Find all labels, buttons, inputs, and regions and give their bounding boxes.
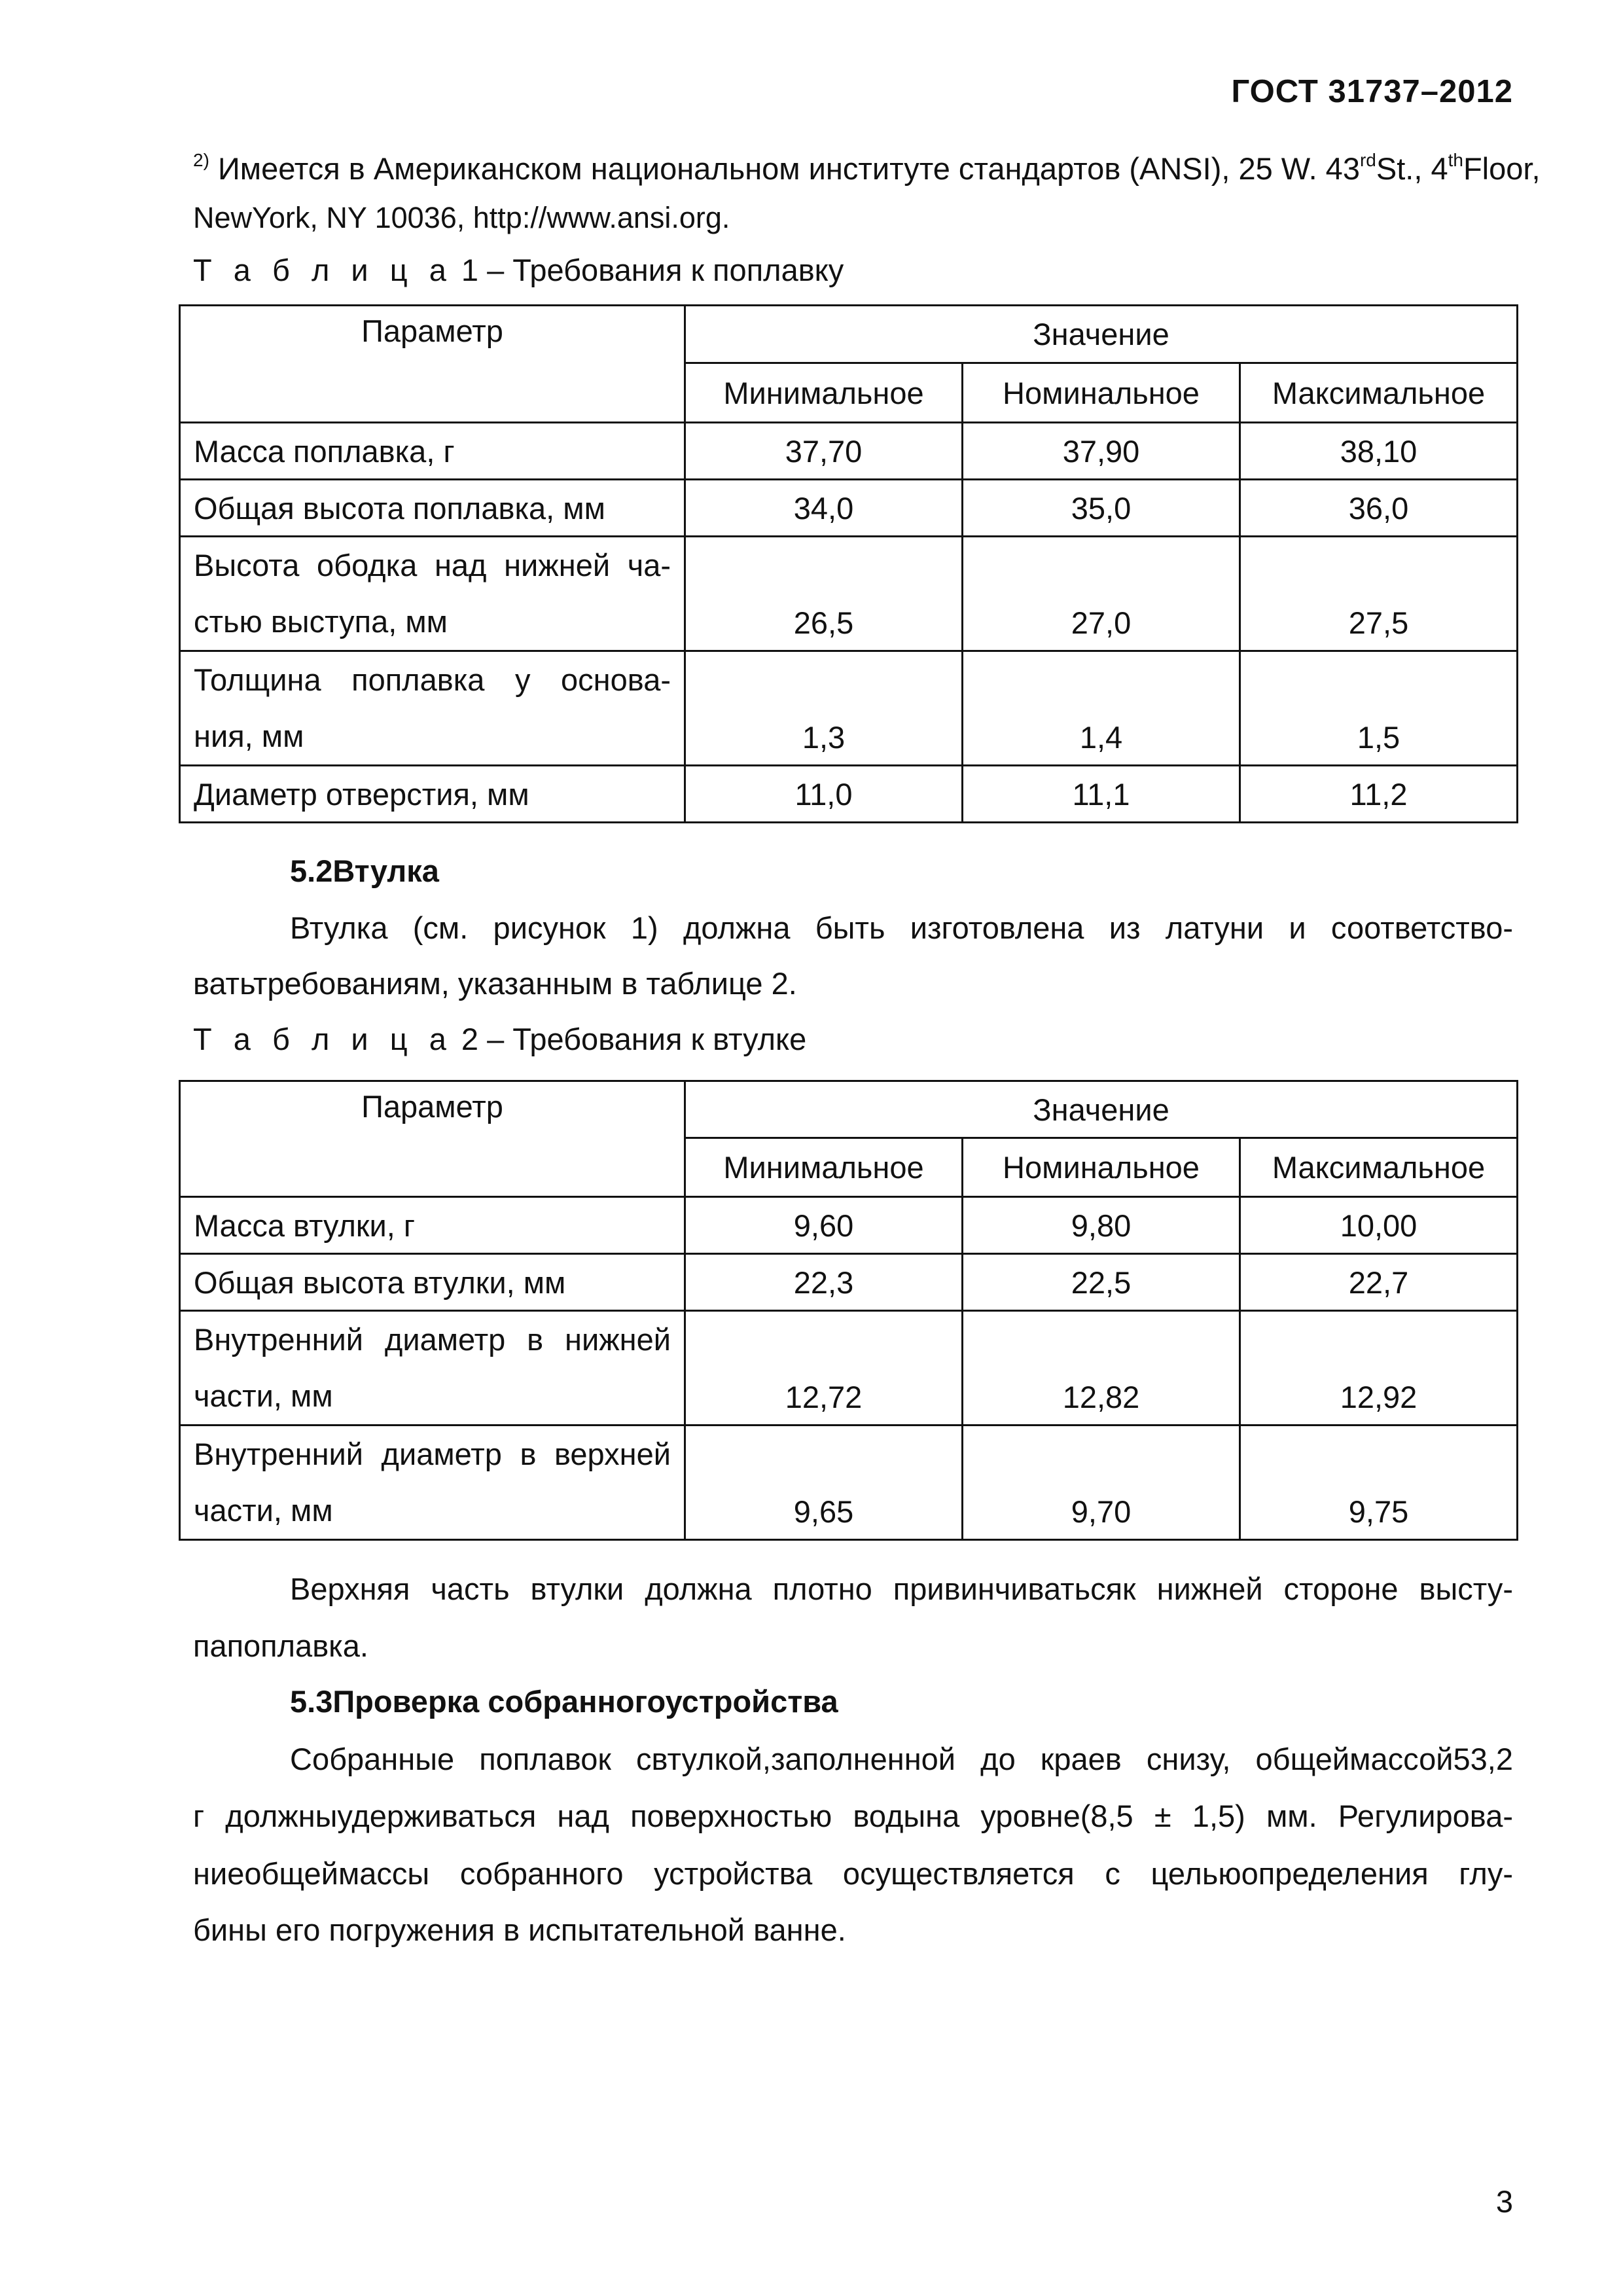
table1-caption-label: Т а б л и ц а bbox=[193, 253, 453, 287]
footnote-text-a: Имеется в Американском национальном институте стандартов (ANSI), 25 W. 43 bbox=[217, 151, 1360, 186]
document-number: ГОСТ 31737–2012 bbox=[1231, 74, 1513, 109]
section-5-3-line-1: Собранные поплавок свтулкой,заполненной до краев снизу, общеймассой53,2 bbox=[290, 1742, 1513, 1776]
table2-row4-max: 9,75 bbox=[1240, 1426, 1518, 1540]
table2-row4-param bbox=[180, 1426, 685, 1540]
footnote-text-c: Floor, bbox=[1463, 151, 1541, 186]
table2-row3-nom: 12,82 bbox=[963, 1311, 1240, 1426]
table2-row2-param: Общая высота втулки, мм bbox=[180, 1254, 685, 1311]
table1-header-param: Параметр bbox=[180, 306, 685, 423]
table2-row3-param-l2: части, мм bbox=[194, 1378, 333, 1413]
footnote-sup-th: th bbox=[1448, 150, 1463, 170]
table1-row3-min: 26,5 bbox=[685, 537, 963, 651]
table-row bbox=[180, 423, 1518, 480]
table2-row3-min: 12,72 bbox=[685, 1311, 963, 1426]
table2-row1-max: 10,00 bbox=[1240, 1197, 1518, 1254]
table1-row2-min: 34,0 bbox=[685, 480, 963, 537]
page-number: 3 bbox=[1495, 2184, 1513, 2219]
table1-header-value: Значение bbox=[685, 306, 1518, 363]
section-5-2-para-line-1: Втулка (см. рисунок 1) должна быть изготовлена из латуни и соответство- bbox=[290, 910, 1513, 945]
table-row bbox=[180, 1254, 1518, 1311]
table1-caption bbox=[193, 242, 844, 298]
table2 bbox=[179, 1080, 1518, 1541]
table1-row4-min: 1,3 bbox=[685, 651, 963, 766]
section-5-3-line-4: бины его погружения в испытательной ванне. bbox=[193, 1912, 846, 1947]
table1-row1-max: 38,10 bbox=[1240, 423, 1518, 480]
table2-row1-min: 9,60 bbox=[685, 1197, 963, 1254]
table1-row3-param-l2: стью выступа, мм bbox=[194, 604, 448, 639]
table1-row5-nom: 11,1 bbox=[963, 766, 1240, 823]
footnote-text-b: St., 4 bbox=[1376, 151, 1448, 186]
table-row bbox=[180, 1426, 1518, 1540]
table2-row4-nom: 9,70 bbox=[963, 1426, 1240, 1540]
footnote-sup-rd: rd bbox=[1359, 150, 1376, 170]
table-row bbox=[180, 1311, 1518, 1426]
table-row bbox=[180, 480, 1518, 537]
table1-row1-nom: 37,90 bbox=[963, 423, 1240, 480]
footnote-marker: 2) bbox=[193, 150, 209, 170]
table1-row4-param bbox=[180, 651, 685, 766]
table1-row3-max: 27,5 bbox=[1240, 537, 1518, 651]
table2-row2-min: 22,3 bbox=[685, 1254, 963, 1311]
table-row bbox=[180, 651, 1518, 766]
section-5-2-para-line-2: ватьтребованиям, указанным в таблице 2. bbox=[193, 966, 797, 1001]
table2-row1-nom: 9,80 bbox=[963, 1197, 1240, 1254]
table2-row3-param-l1: Внутренний диаметр в нижней bbox=[194, 1322, 671, 1357]
table-row bbox=[180, 537, 1518, 651]
section-5-3-line-3: ниеобщеймассы собранного устройства осуществляется с цельюопределения глу- bbox=[193, 1856, 1513, 1891]
bushing-para-line-1: Верхняя часть втулки должна плотно привинчиватьсяк нижней стороне высту- bbox=[290, 1571, 1513, 1606]
table1-row1-param: Масса поплавка, г bbox=[180, 423, 685, 480]
table-row bbox=[180, 1197, 1518, 1254]
table2-header-min: Минимальное bbox=[685, 1138, 963, 1197]
section-5-3-line-2: г должныудерживаться над поверхностью водына уровне(8,5 ± 1,5) мм. Регулирова- bbox=[193, 1799, 1513, 1833]
table2-row4-min: 9,65 bbox=[685, 1426, 963, 1540]
table1-caption-text: 1 – Требования к поплавку bbox=[452, 253, 844, 287]
footnote-line-1 bbox=[193, 141, 1541, 197]
table1-row4-nom: 1,4 bbox=[963, 651, 1240, 766]
table1-row4-param-l2: ния, мм bbox=[194, 719, 304, 753]
table1-row5-param: Диаметр отверстия, мм bbox=[180, 766, 685, 823]
table2-row3-max: 12,92 bbox=[1240, 1311, 1518, 1426]
bushing-para-line-2: папоплавка. bbox=[193, 1628, 368, 1663]
table2-header-nom: Номинальное bbox=[963, 1138, 1240, 1197]
table1-row2-param: Общая высота поплавка, мм bbox=[180, 480, 685, 537]
table2-row2-max: 22,7 bbox=[1240, 1254, 1518, 1311]
table1-row3-param bbox=[180, 537, 685, 651]
table1-header-nom: Номинальное bbox=[963, 363, 1240, 423]
table2-row1-param: Масса втулки, г bbox=[180, 1197, 685, 1254]
table2-header-value: Значение bbox=[685, 1081, 1518, 1138]
table2-row4-param-l1: Внутренний диаметр в верхней bbox=[194, 1437, 671, 1471]
table1-row2-nom: 35,0 bbox=[963, 480, 1240, 537]
footnote-line-2: NewYork, NY 10036, http://www.ansi.org. bbox=[193, 201, 730, 234]
table1 bbox=[179, 304, 1518, 823]
table1-row4-param-l1: Толщина поплавка у основа- bbox=[194, 662, 671, 697]
table1-row2-max: 36,0 bbox=[1240, 480, 1518, 537]
table1-header-max: Максимальное bbox=[1240, 363, 1518, 423]
section-5-3-heading: 5.3Проверка собранногоустройства bbox=[290, 1684, 838, 1719]
table1-row1-min: 37,70 bbox=[685, 423, 963, 480]
table2-header-param: Параметр bbox=[180, 1081, 685, 1197]
table-row bbox=[180, 766, 1518, 823]
table1-row3-nom: 27,0 bbox=[963, 537, 1240, 651]
table1-header-min: Минимальное bbox=[685, 363, 963, 423]
table2-header-max: Максимальное bbox=[1240, 1138, 1518, 1197]
section-5-2-heading: 5.2Втулка bbox=[290, 853, 439, 888]
table1-row5-min: 11,0 bbox=[685, 766, 963, 823]
table2-row4-param-l2: части, мм bbox=[194, 1493, 333, 1528]
table1-row5-max: 11,2 bbox=[1240, 766, 1518, 823]
table2-caption bbox=[193, 1011, 806, 1067]
table2-row3-param bbox=[180, 1311, 685, 1426]
table2-row2-nom: 22,5 bbox=[963, 1254, 1240, 1311]
table2-caption-text: 2 – Требования к втулке bbox=[452, 1022, 807, 1056]
table1-row4-max: 1,5 bbox=[1240, 651, 1518, 766]
table2-caption-label: Т а б л и ц а bbox=[193, 1022, 453, 1056]
table1-row3-param-l1: Высота ободка над нижней ча- bbox=[194, 548, 671, 583]
